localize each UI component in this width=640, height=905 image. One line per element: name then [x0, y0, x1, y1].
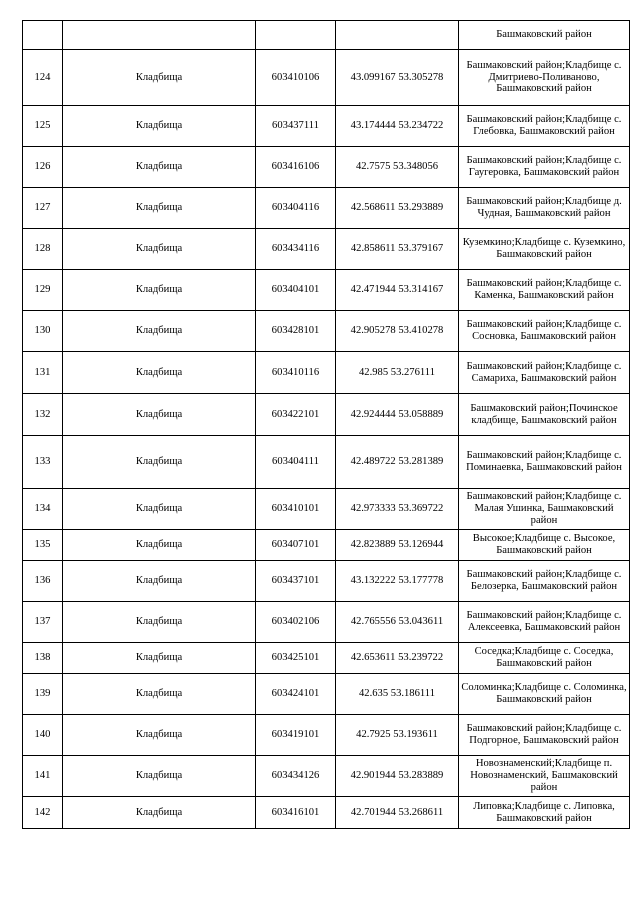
cell-object-name: Кладбища	[63, 602, 256, 643]
table-row	[23, 715, 630, 756]
cell-coordinates: 43.132222 53.177778	[336, 561, 459, 602]
cell-object-name: Кладбища	[63, 489, 256, 530]
cell-coordinates: 42.823889 53.126944	[336, 530, 459, 561]
table-row	[23, 270, 630, 311]
cell-object-name: Кладбища	[63, 188, 256, 229]
cell-object-name: Кладбища	[63, 643, 256, 674]
table-row	[23, 489, 630, 530]
cell-code: 603424101	[256, 674, 336, 715]
table-row	[23, 106, 630, 147]
cell-code: 603404101	[256, 270, 336, 311]
cell-number	[23, 21, 63, 50]
cell-object-name: Кладбища	[63, 561, 256, 602]
table-row	[23, 561, 630, 602]
cell-object-name: Кладбища	[63, 756, 256, 797]
cell-description: Башмаковский район;Кладбище с. Сосновка, Башмаковский район	[459, 311, 630, 352]
cell-description: Высокое;Кладбище с. Высокое, Башмаковский район	[459, 530, 630, 561]
cell-number: 124	[23, 50, 63, 106]
cell-description: Башмаковский район;Кладбище с. Каменка, Башмаковский район	[459, 270, 630, 311]
cell-number: 128	[23, 229, 63, 270]
table-row	[23, 674, 630, 715]
cell-number: 140	[23, 715, 63, 756]
cell-object-name: Кладбища	[63, 147, 256, 188]
table-row	[23, 643, 630, 674]
cell-number: 142	[23, 797, 63, 829]
cell-coordinates: 42.489722 53.281389	[336, 436, 459, 489]
cell-coordinates: 42.7925 53.193611	[336, 715, 459, 756]
table-row	[23, 352, 630, 394]
cell-number: 131	[23, 352, 63, 394]
table-row	[23, 436, 630, 489]
cell-coordinates: 42.701944 53.268611	[336, 797, 459, 829]
cell-code: 603404111	[256, 436, 336, 489]
cell-code: 603416106	[256, 147, 336, 188]
cell-code: 603434116	[256, 229, 336, 270]
cell-number: 129	[23, 270, 63, 311]
cell-number: 139	[23, 674, 63, 715]
cell-coordinates: 42.7575 53.348056	[336, 147, 459, 188]
cell-code: 603419101	[256, 715, 336, 756]
cell-description: Башмаковский район;Кладбище с. Белозерка, Башмаковский район	[459, 561, 630, 602]
cell-description: Башмаковский район;Кладбище с. Алексеевка, Башмаковский район	[459, 602, 630, 643]
cell-object-name: Кладбища	[63, 797, 256, 829]
cell-code: 603434126	[256, 756, 336, 797]
cell-object-name: Кладбища	[63, 394, 256, 436]
cell-code: 603402106	[256, 602, 336, 643]
table-row	[23, 530, 630, 561]
cemetery-registry-table	[22, 20, 630, 829]
cell-description: Башмаковский район;Починское кладбище, Башмаковский район	[459, 394, 630, 436]
table-row	[23, 50, 630, 106]
cell-code: 603410116	[256, 352, 336, 394]
cell-coordinates: 42.901944 53.283889	[336, 756, 459, 797]
cell-coordinates	[336, 21, 459, 50]
cell-coordinates: 42.905278 53.410278	[336, 311, 459, 352]
cell-description: Куземкино;Кладбище с. Куземкино, Башмаковский район	[459, 229, 630, 270]
table-body	[23, 21, 630, 829]
cell-code: 603437101	[256, 561, 336, 602]
table-row	[23, 602, 630, 643]
cell-code: 603404116	[256, 188, 336, 229]
cell-number: 130	[23, 311, 63, 352]
cell-code	[256, 21, 336, 50]
cell-coordinates: 43.174444 53.234722	[336, 106, 459, 147]
cell-description: Соседка;Кладбище с. Соседка, Башмаковский район	[459, 643, 630, 674]
cell-description: Липовка;Кладбище с. Липовка, Башмаковский район	[459, 797, 630, 829]
cell-object-name: Кладбища	[63, 436, 256, 489]
cell-coordinates: 42.924444 53.058889	[336, 394, 459, 436]
cell-description: Соломинка;Кладбище с. Соломинка, Башмаковский район	[459, 674, 630, 715]
cell-description: Башмаковский район;Кладбище с. Глебовка, Башмаковский район	[459, 106, 630, 147]
cell-object-name	[63, 21, 256, 50]
cell-number: 141	[23, 756, 63, 797]
cell-object-name: Кладбища	[63, 229, 256, 270]
cell-description: Башмаковский район;Кладбище с. Дмитриево-Поливаново, Башмаковский район	[459, 50, 630, 106]
cell-coordinates: 42.973333 53.369722	[336, 489, 459, 530]
cell-description: Башмаковский район;Кладбище с. Малая Ушинка, Башмаковский район	[459, 489, 630, 530]
cell-code: 603416101	[256, 797, 336, 829]
cell-coordinates: 42.471944 53.314167	[336, 270, 459, 311]
cell-number: 134	[23, 489, 63, 530]
cell-number: 133	[23, 436, 63, 489]
table-row	[23, 147, 630, 188]
table-row-fragment	[23, 21, 630, 50]
cell-code: 603428101	[256, 311, 336, 352]
table-row	[23, 756, 630, 797]
table-row	[23, 311, 630, 352]
cell-description: Башмаковский район;Кладбище с. Подгорное, Башмаковский район	[459, 715, 630, 756]
table-row	[23, 394, 630, 436]
table-row	[23, 797, 630, 829]
cell-object-name: Кладбища	[63, 674, 256, 715]
cell-number: 136	[23, 561, 63, 602]
cell-description: Башмаковский район;Кладбище д. Чудная, Башмаковский район	[459, 188, 630, 229]
cell-description: Башмаковский район;Кладбище с. Самариха, Башмаковский район	[459, 352, 630, 394]
cell-object-name: Кладбища	[63, 270, 256, 311]
cell-object-name: Кладбища	[63, 530, 256, 561]
cell-object-name: Кладбища	[63, 311, 256, 352]
cell-number: 132	[23, 394, 63, 436]
table-row	[23, 229, 630, 270]
table-row	[23, 188, 630, 229]
cell-object-name: Кладбища	[63, 106, 256, 147]
cell-code: 603410101	[256, 489, 336, 530]
cell-number: 126	[23, 147, 63, 188]
cell-description: Башмаковский район;Кладбище с. Гаугеровка, Башмаковский район	[459, 147, 630, 188]
cell-number: 135	[23, 530, 63, 561]
cell-coordinates: 42.635 53.186111	[336, 674, 459, 715]
cell-coordinates: 42.568611 53.293889	[336, 188, 459, 229]
cell-object-name: Кладбища	[63, 50, 256, 106]
cell-number: 125	[23, 106, 63, 147]
cell-coordinates: 42.653611 53.239722	[336, 643, 459, 674]
cell-code: 603407101	[256, 530, 336, 561]
cell-description: Башмаковский район	[459, 21, 630, 50]
cell-code: 603437111	[256, 106, 336, 147]
cell-code: 603422101	[256, 394, 336, 436]
cell-code: 603410106	[256, 50, 336, 106]
cell-number: 137	[23, 602, 63, 643]
cell-number: 127	[23, 188, 63, 229]
cell-object-name: Кладбища	[63, 715, 256, 756]
cell-coordinates: 43.099167 53.305278	[336, 50, 459, 106]
cell-coordinates: 42.765556 53.043611	[336, 602, 459, 643]
cell-description: Башмаковский район;Кладбище с. Поминаевка, Башмаковский район	[459, 436, 630, 489]
cell-coordinates: 42.985 53.276111	[336, 352, 459, 394]
cell-number: 138	[23, 643, 63, 674]
cell-description: Новознаменский;Кладбище п. Новознаменский, Башмаковский район	[459, 756, 630, 797]
cell-coordinates: 42.858611 53.379167	[336, 229, 459, 270]
cell-object-name: Кладбища	[63, 352, 256, 394]
cell-code: 603425101	[256, 643, 336, 674]
